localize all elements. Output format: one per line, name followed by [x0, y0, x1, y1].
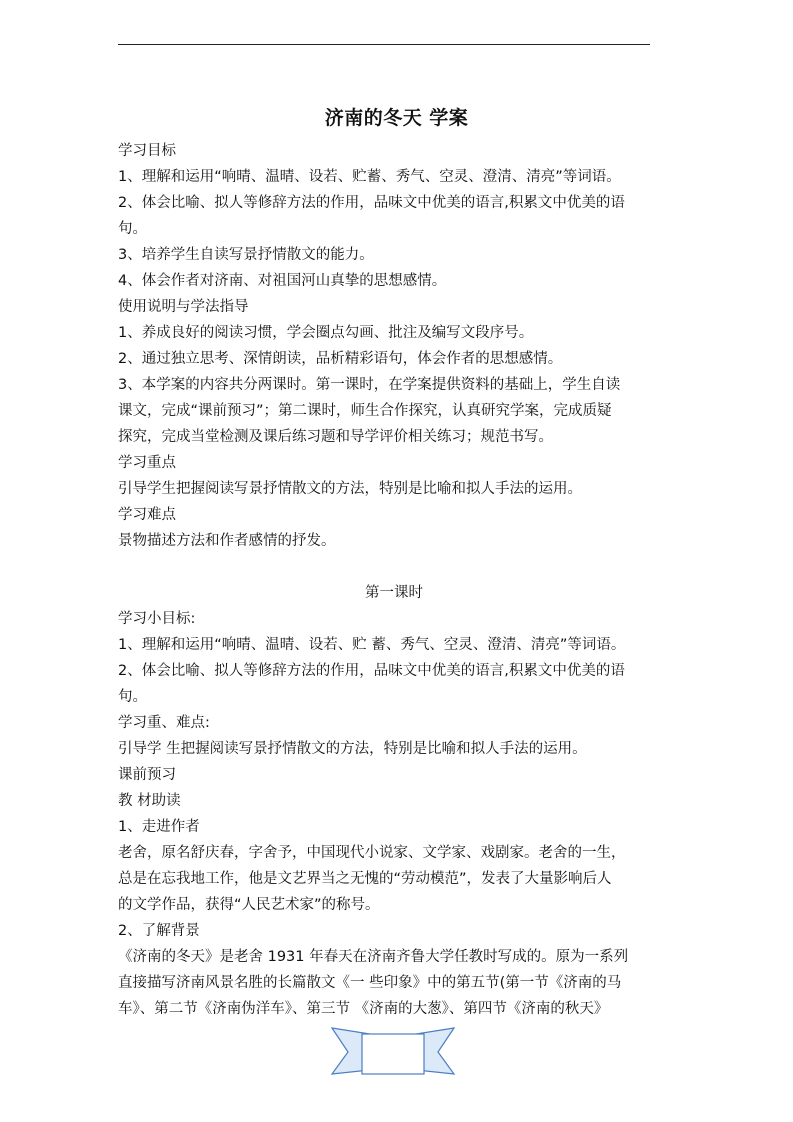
section-heading-goals: 学习目标 — [118, 143, 176, 159]
document-body — [118, 138, 678, 1022]
author-paragraph-line: 总是在忘我地工作，他是文艺界当之无愧的“劳动模范”，发表了大量影响后人 — [118, 871, 612, 887]
difficulty-text: 景物描述方法和作者感情的抒发。 — [118, 533, 336, 549]
lesson-goal-item: 2、体会比喻、拟人等修辞方法的作用，品味文中优美的语言,积累文中优美的语 — [118, 663, 625, 679]
guide-item: 探究，完成当堂检测及课后练习题和导学评价相关练习；规范书写。 — [118, 429, 553, 445]
background-heading: 2、了解背景 — [118, 923, 200, 939]
section-heading-focus: 学习重点 — [118, 455, 176, 471]
material-heading: 教 材助读 — [118, 793, 181, 809]
author-heading: 1、走进作者 — [118, 819, 200, 835]
document-title: 济南的冬天 学案 — [324, 107, 469, 129]
lesson-heading: 第一课时 — [365, 585, 423, 601]
lesson-goal-item: 句。 — [118, 689, 147, 705]
guide-item: 1、养成良好的阅读习惯，学会圈点勾画、批注及编写文段序号。 — [118, 325, 534, 341]
section-heading-guide: 使用说明与学法指导 — [118, 299, 249, 315]
goal-item: 1、理解和运用“响晴、温晴、设若、贮蓄、秀气、空灵、澄清、清亮”等词语。 — [118, 169, 621, 185]
lesson-goals-heading: 学习小目标: — [118, 611, 196, 627]
guide-item: 课文，完成“课前预习”；第二课时，师生合作探究，认真研究学案，完成质疑 — [118, 403, 612, 419]
lesson-key-heading: 学习重、难点: — [118, 715, 210, 731]
spacer — [118, 554, 678, 580]
goal-item: 2、体会比喻、拟人等修辞方法的作用，品味文中优美的语言,积累文中优美的语 — [118, 195, 625, 211]
lesson-goal-item: 1、理解和运用“响晴、温晴、设若、贮 蓄、秀气、空灵、澄清、清亮”等词语。 — [118, 637, 626, 653]
goal-item: 句。 — [118, 221, 147, 237]
background-paragraph-line: 《济南的冬天》是老舍 1931 年春天在济南齐鲁大学任教时写成的。原为一系列 — [118, 949, 629, 965]
guide-item: 2、通过独立思考、深情朗读，品析精彩语句，体会作者的思想感情。 — [118, 351, 563, 367]
focus-text: 引导学生把握阅读写景抒情散文的方法，特别是比喻和拟人手法的运用。 — [118, 481, 582, 497]
background-paragraph-line: 直接描写济南风景名胜的长篇散文《一 些印象》中的第五节(第一节《济南的马 — [118, 975, 622, 991]
goal-item: 3、培养学生自读写景抒情散文的能力。 — [118, 247, 374, 263]
ribbon-banner-icon — [330, 1020, 456, 1080]
section-heading-difficulty: 学习难点 — [118, 507, 176, 523]
lesson-key-text: 引导学 生把握阅读写景抒情散文的方法，特别是比喻和拟人手法的运用。 — [118, 741, 587, 757]
author-paragraph-line: 的文学作品，获得“人民艺术家”的称号。 — [118, 897, 380, 913]
ribbon-center — [362, 1034, 424, 1074]
author-paragraph-line: 老舍，原名舒庆春，字舍予，中国现代小说家、文学家、戏剧家。老舍的一生， — [118, 845, 626, 861]
preview-heading: 课前预习 — [118, 767, 176, 783]
guide-item: 3、本学案的内容共分两课时。第一课时，在学案提供资料的基础上，学生自读 — [118, 377, 621, 393]
background-paragraph-line: 车》、第二节《济南伪洋车》、第三节 《济南的大葱》、第四节《济南的秋天》 — [118, 1001, 609, 1017]
goal-item: 4、体会作者对济南、对祖国河山真挚的思想感情。 — [118, 273, 447, 289]
header-rule — [118, 44, 650, 45]
